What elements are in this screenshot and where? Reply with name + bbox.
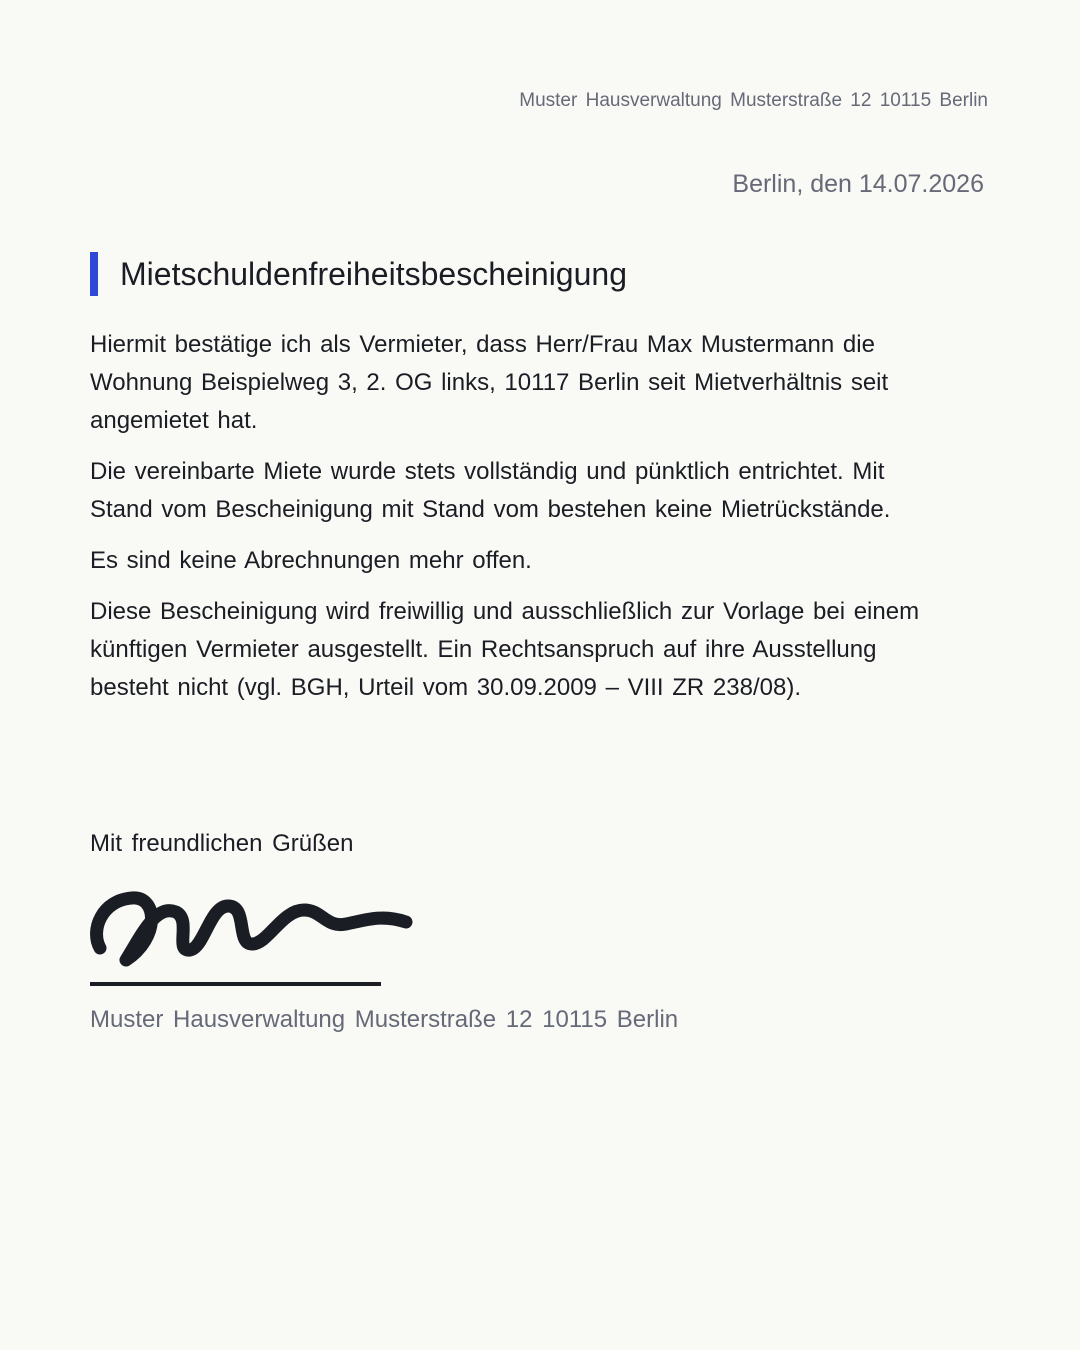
body-paragraph: Es sind keine Abrechnungen mehr offen. (90, 547, 532, 574)
closing-salutation: Mit freundlichen Grüßen (90, 830, 354, 857)
title-block (90, 252, 627, 296)
signer-address: Muster Hausverwaltung Musterstraße 12 10115 Berlin (90, 1006, 679, 1033)
sender-address: Muster Hausverwaltung Musterstraße 12 10115 Berlin (519, 90, 988, 111)
body-paragraph: Die vereinbarte Miete wurde stets vollständig und pünktlich entrichtet. Mit Stand vom Bescheinigung mit Stand vom bestehen keine Mietrückstände. (90, 458, 891, 523)
signature-line (90, 982, 381, 986)
body-paragraph: Hiermit bestätige ich als Vermieter, dass Herr/Frau Max Mustermann die Wohnung Beispielweg 3, 2. OG links, 10117 Berlin seit Mietverhältnis seit angemietet hat. (90, 331, 889, 434)
body-paragraph: Diese Bescheinigung wird freiwillig und ausschließlich zur Vorlage bei einem künftigen Vermieter ausgestellt. Ein Rechtsanspruch auf ihre Ausstellung besteht nicht (vgl. BGH, Urteil vom 30.09.2009 – VIII ZR 238/08). (90, 598, 920, 701)
letter-body (90, 326, 940, 720)
document-title: Mietschuldenfreiheitsbescheinigung (120, 255, 627, 292)
letter-date: Berlin, den 14.07.2026 (732, 170, 984, 198)
title-accent-bar (90, 252, 98, 296)
handwritten-signature (86, 884, 426, 980)
